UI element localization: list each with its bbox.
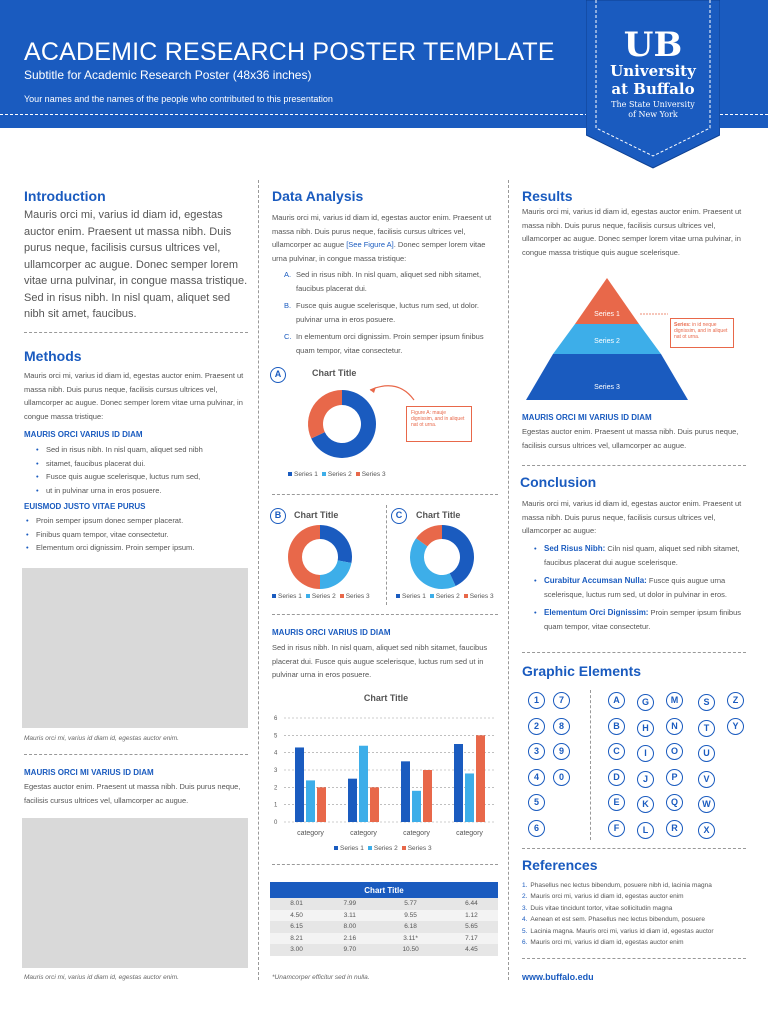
references-list <box>522 880 714 948</box>
methods-text: Mauris orci mi, varius id diam id, egestas auctor enim. Praesent ut massa nibh. Duis purus neque, facilisis cursus ultrices vel, ullamcorper ac augue. Donec semper lorem vitae urna pulvinar, in congue massa tristique: <box>24 371 244 421</box>
bar-chart-svg <box>268 710 500 840</box>
reference-item: 1. Phasellus nec lectus bibendum, posuere nibh id, lacinia magna <box>522 882 712 889</box>
number-circle-3: 3 <box>528 743 545 760</box>
pyramid-note <box>670 318 734 348</box>
letter-circle-y: Y <box>727 718 744 735</box>
graphic-divider <box>590 690 591 840</box>
letter-circle-a: A <box>608 692 625 709</box>
table-row <box>270 944 498 956</box>
legend-label: Series 1 <box>278 593 302 600</box>
col1-subheading-3: MAURIS ORCI MI VARIUS ID DIAM <box>24 768 154 777</box>
list-item: • Proin semper ipsum donec semper placerat. <box>24 514 248 528</box>
list-item <box>284 299 498 326</box>
chart-b-title: Chart Title <box>294 510 339 520</box>
letter-circle-g: G <box>637 694 654 711</box>
intro-text: Mauris orci mi, varius id diam id, egestas auctor enim. Praesent ut massa nibh. Duis purus neque, facilisis cursus ultrices vel, ullamcorper ac augue. Donec semper lorem vitae urna pulvinar, in congue massa tristique. Sed in risus nibh. In nisl quam, aliquet sed nibh sit amet, faucibus. <box>24 209 248 320</box>
methods-heading: Methods <box>24 348 82 364</box>
methods-list-2 <box>24 514 248 555</box>
table-cell: 9.70 <box>323 944 376 956</box>
table-cell: 5.77 <box>376 898 444 910</box>
letter-circle-m: M <box>666 692 683 709</box>
item-text: Fusce quis augue urna scelerisque, luctus rum sed, ut dolor in pulvinar in eros. <box>544 576 728 599</box>
letter-circle-c: C <box>608 743 625 760</box>
references-heading: References <box>522 857 598 873</box>
table-cell: 7.17 <box>445 933 498 945</box>
letter-circle-z: Z <box>727 692 744 709</box>
website-link[interactable]: www.buffalo.edu <box>522 972 594 982</box>
y-tick-label: 0 <box>274 820 278 826</box>
x-tick-label: category <box>403 830 430 837</box>
legend-swatch <box>430 594 434 598</box>
legend-swatch <box>322 472 326 476</box>
list-text: In elementum orci dignissim. Proin semper ipsum finibus quam tempor, vitae consectetur. <box>296 332 484 355</box>
y-tick-label: 6 <box>274 716 278 722</box>
divider <box>522 652 746 653</box>
image-caption-1: Mauris orci mi, varius id diam id, egestas auctor enim. <box>24 735 179 742</box>
list-item: • Elementum orci dignissim. Proin semper ipsum. <box>24 541 248 555</box>
bar-series-3 <box>370 787 379 822</box>
letter-circle-f: F <box>608 820 625 837</box>
table-cell: 8.00 <box>323 921 376 933</box>
divider <box>272 614 498 615</box>
table-cell: 4.45 <box>445 944 498 956</box>
table-cell: 8.01 <box>270 898 323 910</box>
y-tick-label: 5 <box>274 733 278 740</box>
pyramid-tier-3 <box>526 354 688 400</box>
list-text: Fusce quis augue scelerisque, luctus rum sed, ut dolor. pulvinar urna in eros posuere. <box>296 301 480 324</box>
chart-b-svg <box>284 522 356 592</box>
letter-circle-o: O <box>666 743 683 760</box>
graphic-elements-heading: Graphic Elements <box>522 663 642 679</box>
chart-c-label: C <box>391 508 407 524</box>
legend-swatch <box>368 846 372 850</box>
list-letter: A. <box>284 270 292 279</box>
logo-line-2: at Buffalo <box>611 80 695 98</box>
legend-label: Series 2 <box>311 593 336 600</box>
item-bold: Curabitur Accumsan Nulla: <box>544 576 647 585</box>
logo-university <box>586 62 720 98</box>
results-text: Mauris orci mi, varius id diam id, egestas auctor enim. Praesent ut massa nibh. Duis purus neque, facilisis cursus ultrices vel, ullamcorper ac augue. Donec semper lorem vitae urna pulvinar, in congue massa tristique quis augue scelerisque. <box>522 207 742 257</box>
logo-tagline <box>586 100 720 120</box>
methods-list-1 <box>34 443 248 497</box>
legend-label: Series 3 <box>345 593 370 600</box>
chart-a-legend <box>284 471 386 478</box>
list-item: • Fusce quis augue scelerisque, luctus rum sed, <box>34 470 248 484</box>
legend-swatch <box>288 472 292 476</box>
bar-series-3 <box>423 770 432 822</box>
legend-label: Series 2 <box>435 593 460 600</box>
data-table <box>270 882 498 956</box>
x-tick-label: category <box>350 830 377 837</box>
chart-b-legend <box>268 593 370 600</box>
table-cell: 8.21 <box>270 933 323 945</box>
bar-series-2 <box>359 746 368 822</box>
legend-swatch <box>356 472 360 476</box>
table-cell: 10.50 <box>376 944 444 956</box>
col1-text-3: Egestas auctor enim. Praesent ut massa nibh. Duis purus neque, facilisis cursus ultrices vel, ullamcorper ac augue. <box>24 782 241 805</box>
list-item <box>284 268 498 295</box>
chart-c-svg <box>406 522 478 592</box>
table-cell: 1.12 <box>445 910 498 922</box>
column-divider-1 <box>258 180 259 980</box>
legend-label: Series 1 <box>294 471 318 478</box>
table-row <box>270 898 498 910</box>
conclusion-text: Mauris orci mi, varius id diam id, egestas auctor enim. Praesent ut massa nibh. Duis purus neque, facilisis cursus ultrices vel, ullamcorper ac augue: <box>522 499 742 535</box>
y-tick-label: 1 <box>274 802 278 809</box>
x-tick-label: category <box>297 830 324 837</box>
table-cell: 5.65 <box>445 921 498 933</box>
analysis-subtext: Sed in risus nibh. In nisl quam, aliquet sed nibh sitamet, faucibus placerat dui. Fusce quis augue scelerisque, luctus rum sed ut in pulvinar urna in eros posuere. <box>272 643 488 679</box>
image-caption-2: Mauris orci mi, varius id diam id, egestas auctor enim. <box>24 974 179 981</box>
results-subtext: Egestas auctor enim. Praesent ut massa nibh. Duis purus neque, facilisis cursus ultrices vel, ullamcorper ac augue. <box>522 427 739 450</box>
letter-circle-k: K <box>637 796 654 813</box>
chart-a-donut <box>308 390 376 458</box>
table-caption: *Unamcorper efficitur sed in nulla. <box>272 974 370 981</box>
callout-arrowhead <box>370 387 376 393</box>
bar-series-1 <box>401 761 410 822</box>
table-row <box>270 921 498 933</box>
text-part: Mauris orci mi, varius id diam id, egestas auctor enim. Praesent ut massa nibh. Duis purus neque, facilisis cursus ultrices vel, ullamcorper ac augue <box>272 213 492 249</box>
methods-subheading-1: MAURIS ORCI VARIUS ID DIAM <box>24 430 143 439</box>
poster-authors: Your names and the names of the people who contributed to this presentation <box>24 94 333 104</box>
divider <box>522 958 746 959</box>
table-cell: 3.00 <box>270 944 323 956</box>
number-circle-2: 2 <box>528 718 545 735</box>
donut-slice-series-3 <box>288 525 320 589</box>
letter-circle-v: V <box>698 771 715 788</box>
letter-circle-p: P <box>666 769 683 786</box>
svg-text:UB: UB <box>623 25 683 65</box>
letter-circle-t: T <box>698 720 715 737</box>
intro-heading: Introduction <box>24 188 106 204</box>
letter-circle-b: B <box>608 718 625 735</box>
bar-series-2 <box>412 791 421 822</box>
reference-item: 5. Lacinia magna. Mauris orci mi, varius id diam id, egestas auctor <box>522 927 714 935</box>
number-circle-9: 9 <box>553 743 570 760</box>
data-analysis-text <box>272 211 498 265</box>
legend-label: Series 2 <box>327 471 352 478</box>
bar-series-3 <box>317 787 326 822</box>
table-cell: 6.44 <box>445 898 498 910</box>
donut-slice-series-2 <box>410 538 456 589</box>
x-tick-label: category <box>456 830 483 837</box>
table-cell: 7.99 <box>323 898 376 910</box>
pyramid-label-3: Series 3 <box>594 384 620 391</box>
donut-slice-series-2 <box>320 560 351 589</box>
number-circle-5: 5 <box>528 794 545 811</box>
letter-circle-r: R <box>666 820 683 837</box>
chart-divider <box>386 505 387 605</box>
item-text: Proin semper ipsum finibus quam tempor, vitae consectetur. <box>544 608 742 631</box>
results-heading: Results <box>522 188 573 204</box>
chart-b-donut <box>288 525 352 589</box>
table-row <box>270 910 498 922</box>
column-divider-2 <box>508 180 509 980</box>
legend-swatch <box>306 594 310 598</box>
letter-circle-u: U <box>698 745 715 762</box>
divider <box>24 754 248 755</box>
letter-circle-i: I <box>637 745 654 762</box>
data-analysis-heading: Data Analysis <box>272 188 364 204</box>
chart-a-label: A <box>270 367 286 383</box>
pyramid-label-1: Series 1 <box>594 311 620 318</box>
item-bold: Elementum Orci Dignissim: <box>544 608 649 617</box>
table-cell: 9.55 <box>376 910 444 922</box>
logo-tag-2: of New York <box>628 110 678 119</box>
legend-label: Series 1 <box>340 845 364 852</box>
list-item: • Sed in risus nibh. In nisl quam, aliquet sed nibh <box>34 443 248 457</box>
callout-arrow <box>370 386 414 400</box>
bar-series-2 <box>306 780 315 822</box>
figure-link[interactable]: [See Figure A] <box>346 240 394 249</box>
legend-label: Series 3 <box>361 471 386 478</box>
divider <box>24 332 248 333</box>
divider <box>272 494 498 495</box>
reference-item: 2. Mauris orci mi, varius id diam id, egestas auctor enim <box>522 893 684 901</box>
list-letter: C. <box>284 332 292 341</box>
table-cell: 2.16 <box>323 933 376 945</box>
chart-c-legend <box>392 593 494 600</box>
donut-slice-series-3 <box>308 390 342 438</box>
logo-tag-1: The State University <box>611 100 695 109</box>
conclusion-list <box>530 542 750 638</box>
chart-c-donut <box>410 525 474 589</box>
table-title: Chart Title <box>270 882 498 898</box>
bar-series-1 <box>454 744 463 822</box>
legend-swatch <box>334 846 338 850</box>
table-cell: 6.15 <box>270 921 323 933</box>
legend-swatch <box>396 594 400 598</box>
list-item <box>530 606 750 633</box>
ub-mark-icon <box>624 25 682 65</box>
y-tick-label: 2 <box>274 785 278 792</box>
conclusion-heading: Conclusion <box>520 474 597 490</box>
letter-circle-s: S <box>698 694 715 711</box>
poster-title: ACADEMIC RESEARCH POSTER TEMPLATE <box>24 38 555 66</box>
image-placeholder-2 <box>22 818 248 968</box>
analysis-list <box>284 268 498 357</box>
text-part: . Donec semper lorem vitae urna pulvinar, in congue massa tristique: <box>272 240 486 263</box>
table-cell: 3.11 <box>323 910 376 922</box>
number-circle-7: 7 <box>553 692 570 709</box>
legend-label: Series 1 <box>402 593 426 600</box>
legend-swatch <box>464 594 468 598</box>
list-item <box>530 542 750 569</box>
table-cell: 6.18 <box>376 921 444 933</box>
letter-circle-d: D <box>608 769 625 786</box>
divider <box>522 848 746 849</box>
number-circle-1: 1 <box>528 692 545 709</box>
list-letter: B. <box>284 301 292 310</box>
legend-label: Series 3 <box>469 593 494 600</box>
list-text: Sed in risus nibh. In nisl quam, aliquet sed nibh sitamet, faucibus placerat dui. <box>296 270 482 293</box>
figure-a-note: Figure A: mauje dignissim, and in aliquet nat ot urna. <box>406 406 472 442</box>
legend-swatch <box>340 594 344 598</box>
poster-subtitle: Subtitle for Academic Research Poster (48x36 inches) <box>24 68 312 82</box>
letter-circle-e: E <box>608 794 625 811</box>
letter-circle-x: X <box>698 822 715 839</box>
number-circle-0: 0 <box>553 769 570 786</box>
donut-slice-series-1 <box>320 525 352 563</box>
letter-circle-j: J <box>637 771 654 788</box>
item-text: Ciln nisl quam, aliquet sed nibh sitamet, faucibus placerat dui augue scelerisque. <box>544 544 740 567</box>
bar-chart-legend <box>330 845 432 852</box>
bar-series-1 <box>295 747 304 822</box>
list-item: • Finibus quam tempor, vitae consectetur. <box>24 528 248 542</box>
list-item: • ut in pulvinar urna in eros posuere. <box>34 484 248 498</box>
number-circle-6: 6 <box>528 820 545 837</box>
results-subheading: MAURIS ORCI MI VARIUS ID DIAM <box>522 413 652 422</box>
table-cell: 4.50 <box>270 910 323 922</box>
divider <box>272 864 498 865</box>
y-tick-label: 4 <box>274 750 278 757</box>
divider <box>522 465 746 466</box>
list-item <box>530 574 750 601</box>
reference-item: 4. Aenean et est sem. Phasellus nec lectus bibendum, posuere <box>522 916 705 924</box>
methods-subheading-2: EUISMOD JUSTO VITAE PURUS <box>24 502 146 511</box>
logo-line-1: University <box>610 62 696 80</box>
image-placeholder-1 <box>22 568 248 728</box>
note-bold: Series: <box>674 322 691 328</box>
pyramid-label-2: Series 2 <box>594 338 620 345</box>
legend-swatch <box>272 594 276 598</box>
legend-label: Series 3 <box>407 845 432 852</box>
letter-circle-h: H <box>637 720 654 737</box>
list-item <box>284 330 498 357</box>
reference-item: 6. Mauris orci mi, varius id diam id, egestas auctor enim <box>522 939 684 947</box>
letter-circle-q: Q <box>666 794 683 811</box>
note-text: in id neque dignissim, and in aliquet nat ot urna. <box>674 322 728 340</box>
letter-circle-w: W <box>698 796 715 813</box>
bar-series-1 <box>348 779 357 822</box>
item-bold: Sed Risus Nibh: <box>544 544 606 553</box>
number-circle-4: 4 <box>528 769 545 786</box>
table-cell: 3.11* <box>376 933 444 945</box>
letter-circle-l: L <box>637 822 654 839</box>
bar-series-3 <box>476 735 485 822</box>
letter-circle-n: N <box>666 718 683 735</box>
table-row <box>270 933 498 945</box>
chart-c-title: Chart Title <box>416 510 461 520</box>
bar-series-2 <box>465 773 474 822</box>
bar-chart-title: Chart Title <box>363 693 409 703</box>
analysis-subheading: MAURIS ORCI VARIUS ID DIAM <box>272 628 391 637</box>
chart-b-label: B <box>270 508 286 524</box>
y-tick-label: 3 <box>274 768 278 774</box>
number-circle-8: 8 <box>553 718 570 735</box>
list-item: • sitamet, faucibus placerat dui. <box>34 457 248 471</box>
legend-swatch <box>402 846 406 850</box>
chart-a-title: Chart Title <box>312 368 357 378</box>
reference-item: 3. Duis vitae tincidunt tortor, vitae sollicitudin magna <box>522 904 673 912</box>
legend-label: Series 2 <box>373 845 398 852</box>
